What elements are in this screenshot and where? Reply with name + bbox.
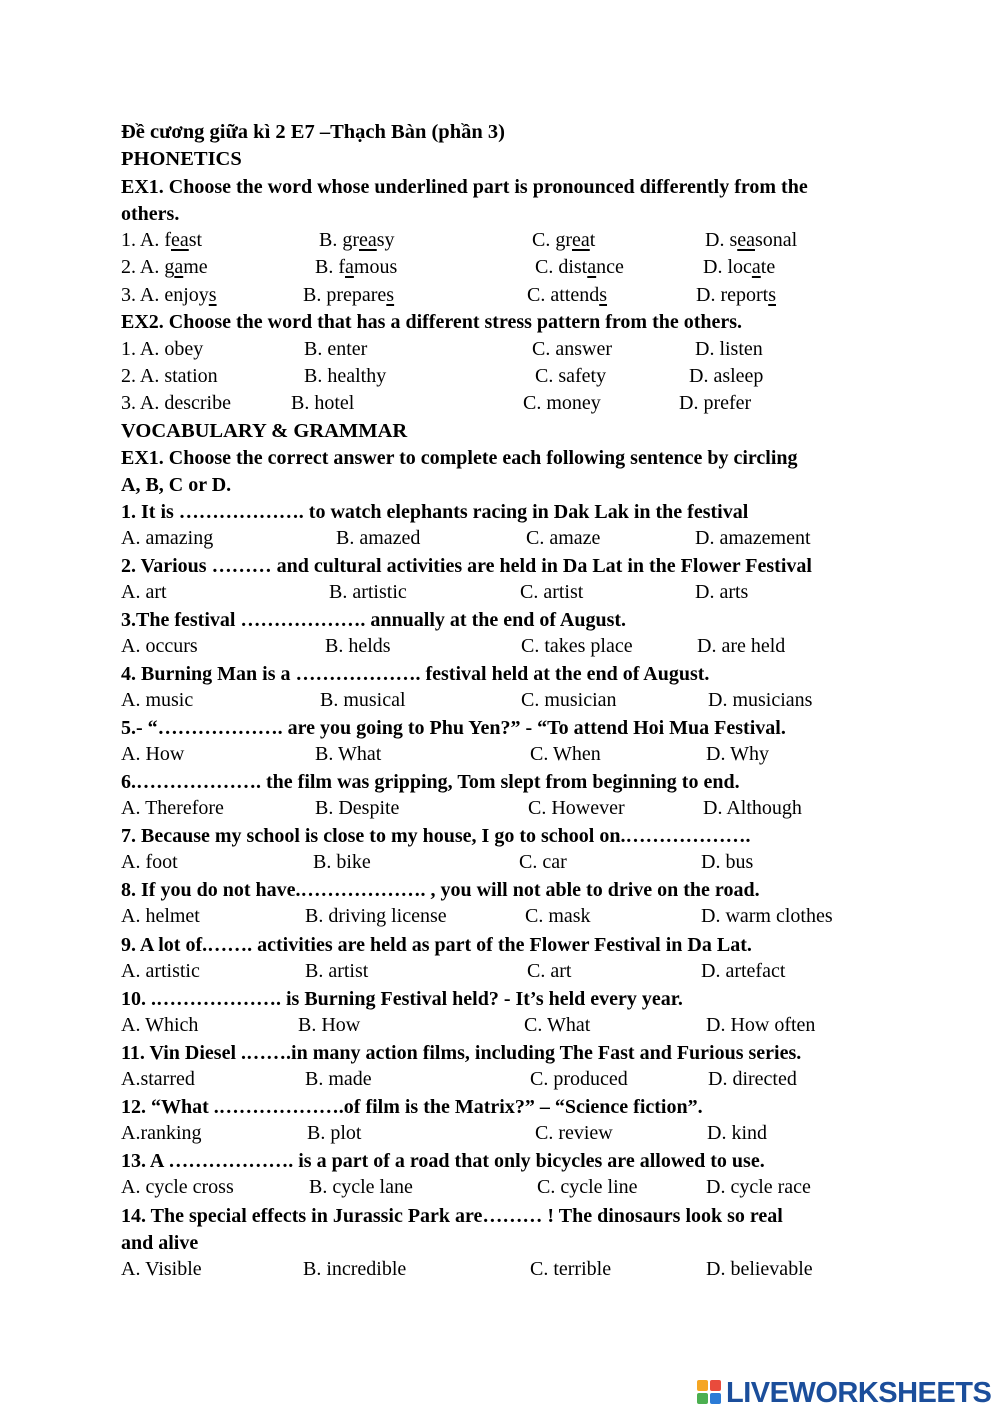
answer-option[interactable]: B. hotel	[291, 392, 355, 414]
question-stem: 6.………………. the film was gripping, Tom slept from beginning to end.	[121, 771, 740, 793]
phonetics-ex1-instruction-cont: others.	[121, 203, 180, 225]
underlined-part: s	[599, 284, 608, 306]
question-options-row	[0, 527, 1000, 553]
answer-option[interactable]: B. enter	[304, 338, 368, 360]
answer-option[interactable]: B. cycle lane	[309, 1176, 413, 1198]
underlined-part: a	[345, 256, 354, 278]
underlined-part: s	[768, 284, 776, 306]
question-stem: 14. The special effects in Jurassic Park are……… ! The dinosaurs look so real	[121, 1205, 783, 1227]
question-options-row	[0, 689, 1000, 715]
answer-option[interactable]: C. safety	[535, 365, 607, 387]
phonetics-ex1-row	[0, 284, 1000, 310]
answer-option[interactable]: D. warm clothes	[701, 905, 833, 927]
answer-option[interactable]: 2. A. game	[121, 256, 208, 278]
answer-option[interactable]: A. foot	[121, 851, 178, 873]
answer-option[interactable]: A. cycle cross	[121, 1176, 234, 1198]
phonetics-heading: PHONETICS	[121, 148, 242, 170]
question-stem: 7. Because my school is close to my house, I go to school on.……………….	[121, 825, 751, 847]
answer-option[interactable]: D. amazement	[695, 527, 811, 549]
question-stem: 12. “What .……………….of film is the Matrix?” – “Science fiction”.	[121, 1096, 703, 1118]
underlined-part: ea	[171, 229, 189, 251]
answer-option[interactable]: D. listen	[695, 338, 763, 360]
answer-option[interactable]: A. Therefore	[121, 797, 224, 819]
answer-option[interactable]: B. artistic	[329, 581, 407, 603]
phonetics-ex2-instruction: EX2. Choose the word that has a different stress pattern from the others.	[121, 311, 743, 333]
answer-option[interactable]: D. believable	[706, 1258, 813, 1280]
answer-option[interactable]: B. musical	[320, 689, 406, 711]
question-options-row	[0, 1014, 1000, 1040]
answer-option[interactable]: B. greasy	[319, 229, 395, 251]
vocab-ex1-instruction-cont: A, B, C or D.	[121, 474, 232, 496]
logo-wordmark: LIVEWORKSHEETS	[726, 1376, 992, 1409]
answer-option[interactable]: C. answer	[532, 338, 612, 360]
answer-option[interactable]: D. artefact	[701, 960, 786, 982]
answer-option[interactable]: D. cycle race	[706, 1176, 811, 1198]
answer-option[interactable]: 1. A. obey	[121, 338, 204, 360]
answer-option[interactable]: C. money	[523, 392, 601, 414]
answer-option[interactable]: A. Visible	[121, 1258, 202, 1280]
answer-option[interactable]: C. attends	[527, 284, 608, 306]
phonetics-ex1-instruction: EX1. Choose the word whose underlined part is pronounced differently from the	[121, 176, 808, 198]
answer-option[interactable]: B. prepares	[303, 284, 395, 306]
liveworksheets-logo	[697, 1377, 993, 1409]
answer-option[interactable]: D. kind	[707, 1122, 767, 1144]
phonetics-ex1-row	[0, 229, 1000, 255]
answer-option[interactable]: B. made	[305, 1068, 372, 1090]
question-stem: 5.- “………………. are you going to Phu Yen?” - “To attend Hoi Mua Festival.	[121, 717, 786, 739]
answer-option[interactable]: C. takes place	[521, 635, 633, 657]
answer-option[interactable]: C. However	[528, 797, 625, 819]
answer-option[interactable]: A. art	[121, 581, 167, 603]
question-options-row	[0, 851, 1000, 877]
answer-option[interactable]: A.starred	[121, 1068, 195, 1090]
answer-option[interactable]: 1. A. feast	[121, 229, 203, 251]
answer-option[interactable]: A. helmet	[121, 905, 200, 927]
question-options-row	[0, 797, 1000, 823]
answer-option[interactable]: C. When	[530, 743, 601, 765]
question-options-row	[0, 581, 1000, 607]
question-options-row	[0, 960, 1000, 986]
answer-option[interactable]: D. arts	[695, 581, 749, 603]
question-options-row	[0, 1122, 1000, 1148]
answer-option[interactable]: C. What	[524, 1014, 591, 1036]
question-stem: 13. A ………………. is a part of a road that only bicycles are allowed to use.	[121, 1150, 765, 1172]
answer-option[interactable]: B. Despite	[315, 797, 400, 819]
question-stem: 10. .………………. is Burning Festival held? - It’s held every year.	[121, 988, 683, 1010]
answer-option[interactable]: C. art	[527, 960, 572, 982]
question-options-row	[0, 743, 1000, 769]
worksheet-title: Đề cương giữa kì 2 E7 –Thạch Bàn (phần 3)	[121, 121, 505, 143]
phonetics-ex2-row	[0, 392, 1000, 418]
answer-option[interactable]: C. artist	[520, 581, 584, 603]
question-stem: 2. Various ……… and cultural activities are held in Da Lat in the Flower Festival	[121, 555, 812, 577]
answer-option[interactable]: B. amazed	[336, 527, 421, 549]
answer-option[interactable]: C. cycle line	[537, 1176, 638, 1198]
answer-option[interactable]: C. distance	[535, 256, 624, 278]
answer-option[interactable]: B. How	[298, 1014, 361, 1036]
answer-option[interactable]: B. incredible	[303, 1258, 407, 1280]
answer-option[interactable]: D. Although	[703, 797, 802, 819]
question-stem: 3.The festival ………………. annually at the end of August.	[121, 609, 627, 631]
answer-option[interactable]: C. great	[532, 229, 596, 251]
question-stem: 4. Burning Man is a ………………. festival held at the end of August.	[121, 663, 710, 685]
answer-option[interactable]: D. reports	[696, 284, 776, 306]
question-stem: 8. If you do not have.………………. , you will not able to drive on the road.	[121, 879, 760, 901]
answer-option[interactable]: B. artist	[305, 960, 369, 982]
answer-option[interactable]: B. famous	[315, 256, 398, 278]
question-stem: 1. It is ………………. to watch elephants racing in Dak Lak in the festival	[121, 501, 749, 523]
underlined-part: ea	[737, 229, 755, 251]
answer-option[interactable]: C. musician	[521, 689, 617, 711]
answer-option[interactable]: C. car	[519, 851, 567, 873]
answer-option[interactable]: A. amazing	[121, 527, 214, 549]
answer-option[interactable]: A. music	[121, 689, 194, 711]
answer-option[interactable]: B. plot	[307, 1122, 362, 1144]
question-stem: 9. A lot of.……. activities are held as part of the Flower Festival in Da Lat.	[121, 934, 752, 956]
answer-option[interactable]: D. musicians	[708, 689, 813, 711]
answer-option[interactable]: D. How often	[706, 1014, 816, 1036]
answer-option[interactable]: C. mask	[525, 905, 591, 927]
question-stem: 11. Vin Diesel .…….in many action films, including The Fast and Furious series.	[121, 1042, 802, 1064]
answer-option[interactable]: D. Why	[706, 743, 769, 765]
answer-option[interactable]: C. amaze	[526, 527, 601, 549]
answer-option[interactable]: B. healthy	[304, 365, 387, 387]
phonetics-ex2-row	[0, 338, 1000, 364]
underlined-part: ea	[359, 229, 377, 251]
answer-option[interactable]: D. seasonal	[705, 229, 798, 251]
answer-option[interactable]: B. helds	[325, 635, 391, 657]
answer-option[interactable]: B. bike	[313, 851, 371, 873]
vocab-heading: VOCABULARY & GRAMMAR	[121, 420, 408, 442]
answer-option[interactable]: D. locate	[703, 256, 776, 278]
logo-mark-icon	[697, 1380, 723, 1406]
underlined-part: a	[587, 256, 597, 278]
answer-option[interactable]: C. produced	[530, 1068, 628, 1090]
answer-option[interactable]: 3. A. enjoys	[121, 284, 217, 306]
question-options-row	[0, 1258, 1000, 1284]
answer-option[interactable]: B. driving license	[305, 905, 447, 927]
underlined-part: a	[751, 256, 761, 278]
answer-option[interactable]: D. are held	[697, 635, 786, 657]
answer-option[interactable]: B. What	[315, 743, 382, 765]
answer-option[interactable]: C. terrible	[530, 1258, 612, 1280]
phonetics-ex2-row	[0, 365, 1000, 391]
question-options-row	[0, 1068, 1000, 1094]
answer-option[interactable]: A.ranking	[121, 1122, 202, 1144]
answer-option[interactable]: D. bus	[701, 851, 754, 873]
underlined-part: a	[174, 256, 184, 278]
answer-option[interactable]: A. How	[121, 743, 185, 765]
question-options-row	[0, 635, 1000, 661]
underlined-part: s	[386, 284, 395, 306]
underlined-part: ea	[572, 229, 590, 251]
underlined-part: s	[208, 284, 217, 306]
answer-option[interactable]: D. asleep	[689, 365, 764, 387]
vocab-ex1-instruction: EX1. Choose the correct answer to complete each following sentence by circling	[121, 447, 798, 469]
question-options-row	[0, 1176, 1000, 1202]
answer-option[interactable]: 2. A. station	[121, 365, 218, 387]
answer-option[interactable]: C. review	[535, 1122, 613, 1144]
answer-option[interactable]: D. prefer	[679, 392, 752, 414]
answer-option[interactable]: A. occurs	[121, 635, 198, 657]
answer-option[interactable]: A. artistic	[121, 960, 200, 982]
question-options-row	[0, 905, 1000, 931]
phonetics-ex1-row	[0, 256, 1000, 282]
answer-option[interactable]: A. Which	[121, 1014, 199, 1036]
answer-option[interactable]: D. directed	[708, 1068, 797, 1090]
answer-option[interactable]: 3. A. describe	[121, 392, 231, 414]
question-stem-cont: and alive	[121, 1232, 199, 1254]
